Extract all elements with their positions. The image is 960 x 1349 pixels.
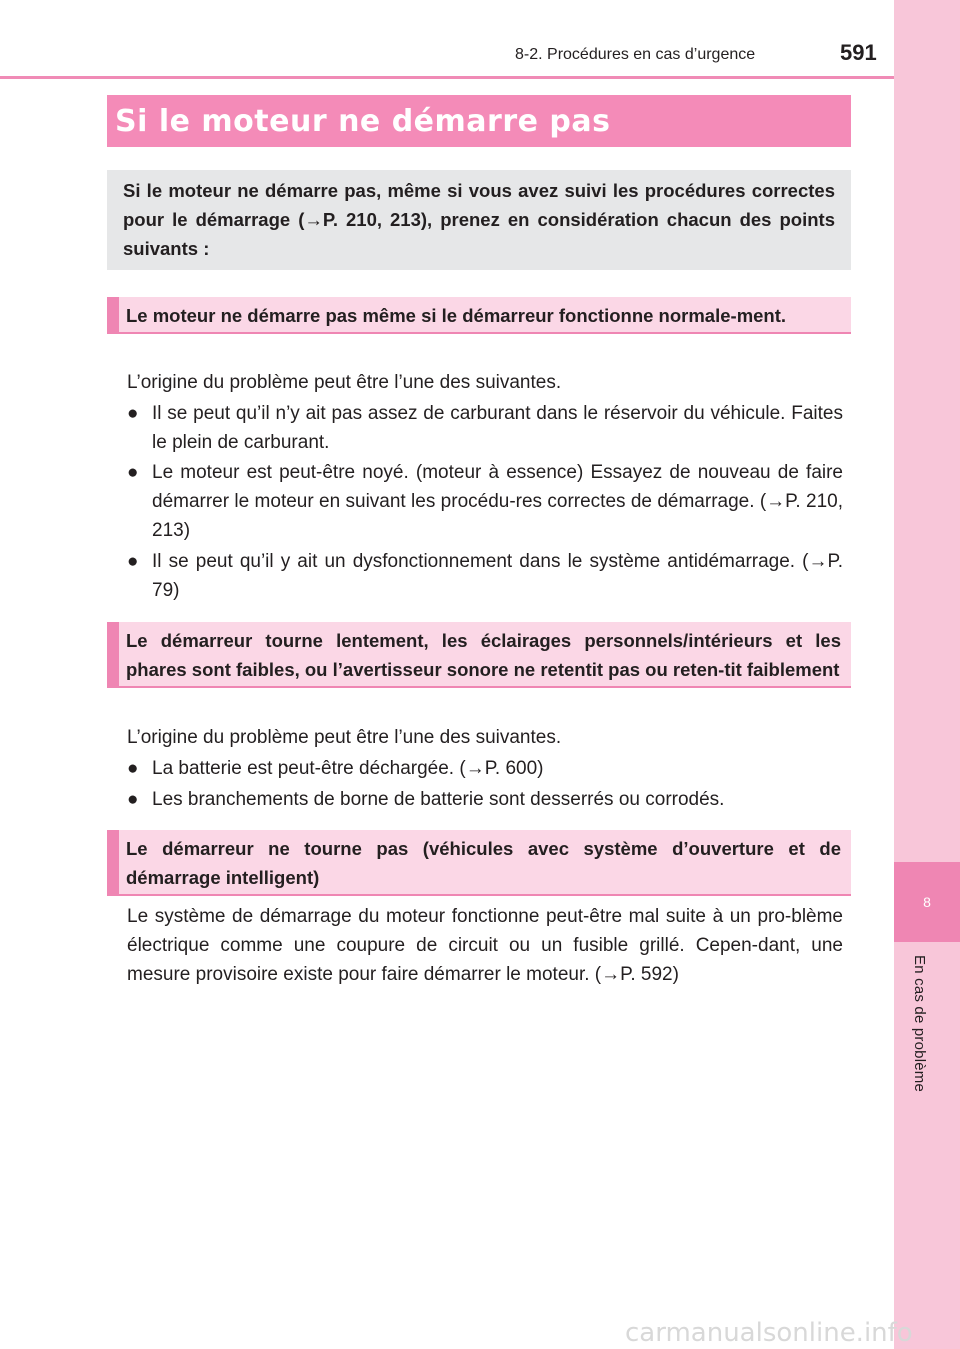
section-2-lead: L’origine du problème peut être l’une des suivantes. — [127, 727, 562, 748]
page-title: Si le moteur ne démarre pas — [115, 103, 611, 139]
header-section-title: 8-2. Procédures en cas d’urgence — [515, 46, 756, 63]
section-3-body: Le système de démarrage du moteur fonctionne peut-être mal suite à un pro-blème électrique comme une coupure de circuit ou un fusible grillé. Cepen-dant, une mesure provisoire existe pour faire démarrer le moteur. (→P. 592) — [127, 906, 843, 985]
section-1-lead: L’origine du problème peut être l’une des suivantes. — [127, 372, 562, 393]
bullet-icon: ● — [127, 758, 139, 779]
list-item — [127, 785, 843, 814]
page-title-banner — [107, 95, 851, 147]
list-item-text: Les branchements de borne de batterie sont desserrés ou corrodés. — [152, 789, 725, 810]
list-item — [127, 399, 843, 457]
list-item — [127, 754, 843, 783]
list-item-text: Il se peut qu’il y ait un dysfonctionnement dans le système antidémarrage. (→P. 79) — [152, 551, 843, 601]
list-item-text: La batterie est peut-être déchargée. (→P. 600) — [152, 758, 544, 779]
section-heading-1: Le moteur ne démarre pas même si le démarreur fonctionne normale-ment. — [107, 297, 851, 334]
list-item-text: Le moteur est peut-être noyé. (moteur à essence) Essayez de nouveau de faire démarrer le moteur en suivant les procédu-res correctes de démarrage. (→P. 210, 213) — [152, 462, 843, 541]
bullet-icon: ● — [127, 551, 139, 572]
bullet-icon: ● — [127, 789, 139, 810]
section-heading-2: Le démarreur tourne lentement, les éclairages personnels/intérieurs et les phares sont faibles, ou l’avertisseur sonore ne retentit pas ou reten-tit faiblement — [107, 622, 851, 688]
bullet-icon: ● — [127, 403, 139, 424]
bullet-icon: ● — [127, 462, 139, 483]
chapter-side-tab — [894, 0, 960, 1349]
watermark: carmanualsonline.info — [625, 1318, 913, 1348]
section-heading-3: Le démarreur ne tourne pas (véhicules avec système d’ouverture et de démarrage intelligent) — [107, 830, 851, 896]
list-item-text: Il se peut qu’il n’y ait pas assez de carburant dans le réservoir du véhicule. Faites le plein de carburant. — [152, 403, 843, 453]
list-item — [127, 458, 843, 545]
page-number: 591 — [840, 40, 877, 65]
chapter-number: 8 — [894, 862, 960, 942]
header-divider — [0, 76, 894, 79]
chapter-label: En cas de problème — [911, 955, 928, 1093]
intro-box: Si le moteur ne démarre pas, même si vous avez suivi les procédures correctes pour le démarrage (→P. 210, 213), prenez en considération chacun des points suivants : — [107, 170, 851, 270]
list-item — [127, 547, 843, 605]
